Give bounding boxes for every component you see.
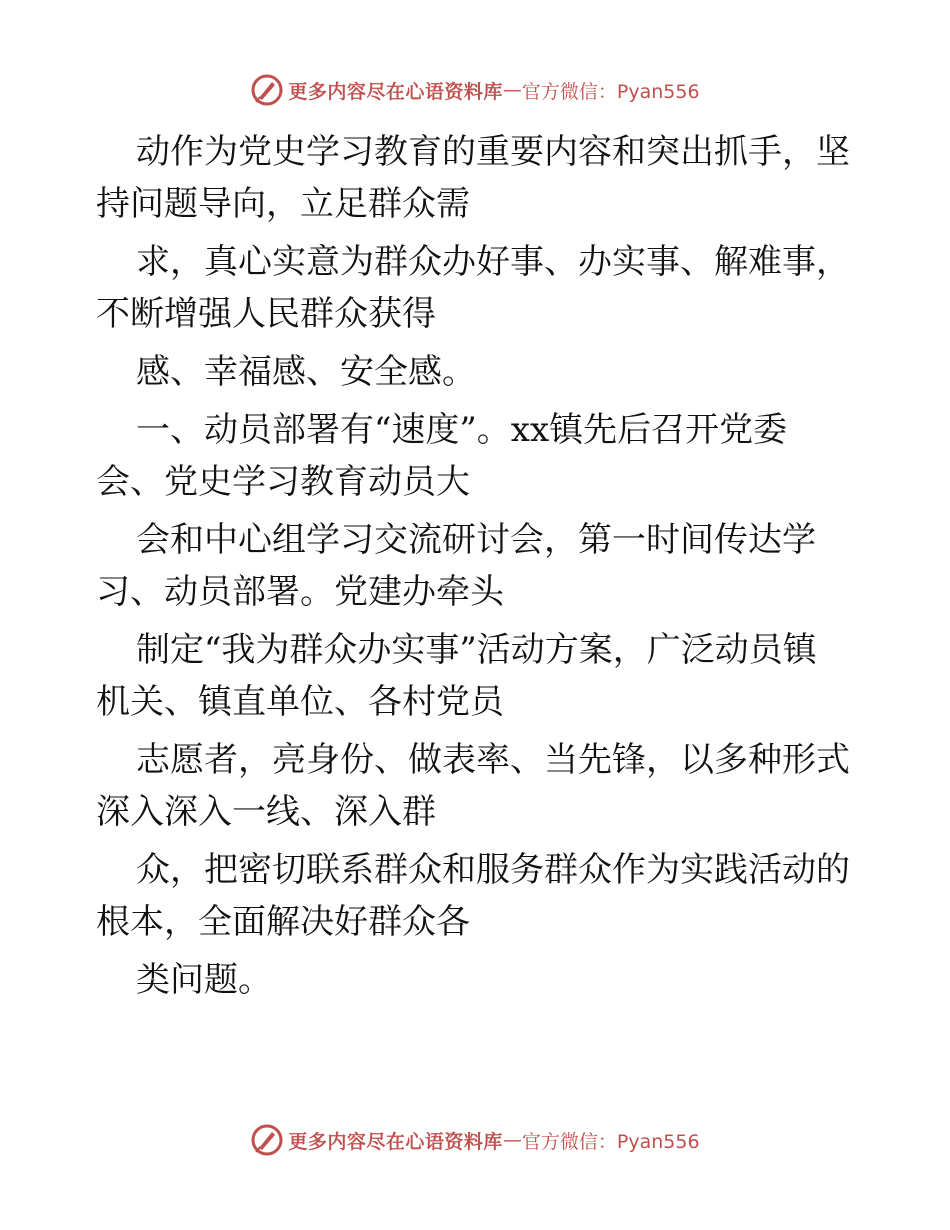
paragraph xyxy=(96,126,866,230)
document-body xyxy=(96,126,866,1012)
paragraph xyxy=(96,844,866,948)
watermark-dash: — xyxy=(502,1129,522,1151)
paragraph-line: 类问题。 xyxy=(136,960,272,1000)
paragraph xyxy=(96,514,866,618)
paragraph xyxy=(96,734,866,838)
watermark-site-name: 更多内容尽在心语资料库 xyxy=(288,1130,503,1153)
paragraph-line: 制定“我为群众办实事”活动方案，广泛动员镇 xyxy=(136,630,817,670)
paragraph xyxy=(96,954,866,1006)
paragraph-line: 会、党史学习教育动员大 xyxy=(96,462,470,502)
paragraph-line: 根本，全面解决好群众各 xyxy=(96,902,470,942)
watermark-wechat: 官方微信：Pyan556 xyxy=(521,80,700,103)
paragraph-line: 众，把密切联系群众和服务群众作为实践活动的 xyxy=(136,850,850,890)
paragraph xyxy=(96,404,866,508)
paragraph-line: 求，真心实意为群众办好事、办实事、解难事， xyxy=(136,242,850,282)
watermark-site-name: 更多内容尽在心语资料库 xyxy=(288,80,503,103)
paragraph-line: 习、动员部署。党建办牵头 xyxy=(96,572,504,612)
paragraph-line: 深入深入一线、深入群 xyxy=(96,792,436,832)
paragraph-line: 不断增强人民群众获得 xyxy=(96,294,436,334)
paragraph-line: 志愿者，亮身份、做表率、当先锋，以多种形式 xyxy=(136,740,850,780)
watermark-dash: — xyxy=(502,79,522,101)
quill-pen-circle-icon xyxy=(250,1123,284,1157)
paragraph-line: 会和中心组学习交流研讨会，第一时间传达学 xyxy=(136,520,816,560)
paragraph-line: 机关、镇直单位、各村党员 xyxy=(96,682,504,722)
quill-pen-circle-icon xyxy=(250,73,284,107)
paragraph xyxy=(96,624,866,728)
header-watermark xyxy=(0,70,950,110)
paragraph-line: 动作为党史学习教育的重要内容和突出抓手，坚 xyxy=(136,132,850,172)
watermark-wechat: 官方微信：Pyan556 xyxy=(521,1130,700,1153)
paragraph-line: 持问题导向，立足群众需 xyxy=(96,184,470,224)
paragraph-line: 一、动员部署有“速度”。xx镇先后召开党委 xyxy=(136,410,788,450)
footer-watermark xyxy=(0,1120,950,1160)
paragraph xyxy=(96,236,866,340)
paragraph xyxy=(96,346,866,398)
paragraph-line: 感、幸福感、安全感。 xyxy=(136,352,476,392)
